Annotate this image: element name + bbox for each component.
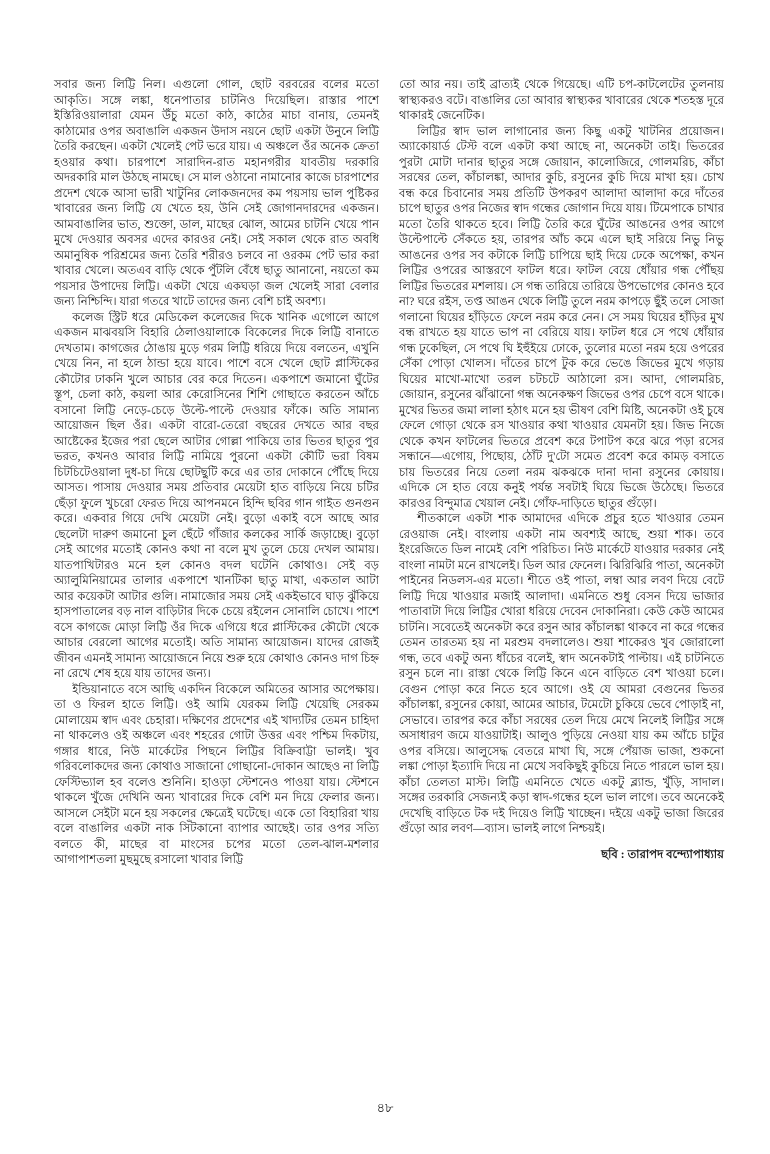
body-paragraph: কলেজ স্ট্রিট ধরে মেডিকেল কলেজের দিকে খানিক এগোলে আগে একজন মাঝবয়সি বিহারি ঠেলাওয়ালাকে বিকেলের দিকে লিট্টি বানাতে দেখতাম। কাগজের ঠোঙায় মুড়ে গরম লিট্টি ধরিয়ে দিয়ে বলতেন, এখুনি খেয়ে নিন, না হলে ঠান্ডা হয়ে যাবে। পাশে বসে খেলে ছোট প্লাস্টিকের কৌটোর ঢাকনি খুলে আচার বের করে দিতেন। একপাশে জমানো ঘুঁটের স্তূপ, চেলা কাঠ, কয়লা আর কেরোসিনের শিশি গোছাতে করতেন আঁচে বসানো লিট্টি নেড়ে-চেড়ে উল্টে-পাল্টে দেওয়ার ফাঁকে। অতি সামান্য আয়োজন ছিল ওঁর। একটা বারো-তেরো বছরের দেখতে আর বছর আষ্টেকের ইজের পরা ছেলে আটার গোল্লা পাকিয়ে তার ভিতর ছাতুর পুর ভরত, কখনও আবার লিট্টি নামিয়ে পুরনো একটা কৌটি ভরা বিষম চিটচিটেওয়ালা দুধ-চা দিয়ে ছোটছুটি করে এর তার দোকানে পৌঁছে দিয়ে আসত। পাসায় দেওয়ার সময় প্রতিবার মেয়েটা হাত বাড়িয়ে নিয়ে চটির ছেঁড়া ফুলে খুচরো ফেরত দিয়ে আপনমনে হিন্দি ছবির গান গাইত গুনগুন করে। একবার গিয়ে দেখি মেয়েটা নেই। বুড়ো একাই বসে আছে আর ছেলেটা দারুণ জমানো চুল ছেঁটে গাঁজার কলকের সার্কি জড়াচ্ছে। বুড়ো সেই আগের মতোই কোনও কথা না বলে মুখ তুলে চেয়ে দেখল আমায়। যাতপাখিটারও মনে হল কোনও বদল ঘটেনি কোথাও। সেই বড় অ্যালুমিনিয়ামের তালার একপাশে খানটিকা ছাতু মাখা, একতাল আটা আর কয়েকটা আটার গুলি। নামাজোর সময় সেই একইভাবে ঘাড় ঝুঁকিয়ে হাসপাতালের বড় নাল বাড়িটার দিকে চেয়ে রইলেন সোনালি চোখে। পাশে বসে কাগজে মোড়া লিট্টি ওঁর দিকে এগিয়ে ধরে প্লাস্টিকের কৌটো থেকে আচার বেরলো আগের মতোই। অতি সামান্য আয়োজন। যাদের রোজই জীবন এমনই সামান্য আয়োজনে নিয়ে শুরু হয়ে কোথাও কোনও দাগ চিহ্ন না রেখে শেষ হয়ে যায় তাদের জন্য।: [54, 311, 379, 680]
body-paragraph: লিট্টির স্বাদ ভাল লাগানোর জন্য কিছু একটু খাটনির প্রয়োজন। অ্যাকোয়ার্ড টেস্ট বলে একটা কথা আছে না, অনেকটা তাই। ভিতরের পুরটা মোটা দানার ছাতুর সঙ্গে জোয়ান, কালোজিরে, গোলমরিচ, কাঁচা সরষের তেল, কাঁচালঙ্কা, আদার কুচি, রসুনের কুচি দিয়ে মাখা হয়। চোখ বন্ধ করে চিবানোর সময় প্রতিটি উপকরণ আলাদা আলাদা করে দাঁতের চাপে ছাতুর ওপর নিজের স্বাদ গন্ধের জোগান দিয়ে যায়। টিমেপাকে চাখার মতো তৈরি থাকতে হবে। লিট্টি তৈরি করে ঘুঁটের আঙনের ওপর আগে উল্টেপাল্টে সেঁকতে হয়, তারপর আঁচ কমে এলে ছাই সরিয়ে নিভু নিভু আঙনের ওপর সব কটাকে লিট্টি চাপিয়ে ছাই দিয়ে ঢেকে অপেক্ষা, কখন লিট্টির ওপরের আস্তরণে ফাটল ধরে। ফাটল বেয়ে ধোঁয়ার গন্ধ পৌঁছয় লিট্টির ভিতরের মশলায়। সে গন্ধ তারিয়ে তারিয়ে উপভোগের কোনও হবে না? ঘরে রইস, তপ্ত আঙন থেকে লিট্টি তুলে নরম কাপড়ে ছুঁই তলে সোজা গলানো ঘিয়ের হাঁড়িতে ফেলে নরম করে নেন। সে সময় ঘিয়ের হাঁড়ির মুখ বন্ধ রাখতে হয় যাতে ভাপ না বেরিয়ে যায়। ফাটল ধরে সে পথে ধোঁয়ার গন্ধ ঢুকেছিল, সে পথে ঘি ইহুঁইয়ে ঢোকে, তুলোর মতো নরম হয়ে ওপরের সেঁকা পোড়া খোলস। দাঁতের চাপে টুক করে ভেঙে জিভের মুখে গড়ায় ঘিয়ের মাখো-মাখো তরল চটচটে আঠালো রস। আদা, গোলমরিচ, জোয়ান, রসুনের ঝাঁঝানো গন্ধ অনেকক্ষণ জিভের ওপর চেপে বসে থাকে। মুখের ভিতর জমা লালা হঠাৎ মনে হয় ভীষণ বেশি মিষ্টি, অনেকটা ওই চুষে ফেলে গোড়া থেকে রস খাওয়ার কথা খাওয়ার যেমনটা হয়। জিভ নিজে থেকে কখন ফাটলের ভিতরে প্রবেশ করে টপাটপ করে ঝরে পড়া রসের সন্ধানে—এগোয়, পিছোয়, ঠোঁট দু'টো সমেত প্রবেশ করে কামড় বসাতে চায় ভিতরের নিয়ে তেলা নরম ঝকঝকে দানা দানা রসুনের কোয়ায়। এদিকে সে হাত বেয়ে কনুই পর্যন্ত সবটাই ঘিয়ে ভিজে উঠেছে। ভিতরে কারওর বিন্দুমাত্র খেয়াল নেই। গোঁফ-দাড়িতে ছাতুর গুঁড়ো।: [399, 125, 724, 510]
article-body: [54, 78, 724, 1084]
body-paragraph: তো আর নয়। তাই ব্রাত্যই থেকে গিয়েছে। এটি চপ-কাটলেটের তুলনায় স্বাস্থ্যকরও বটে। বাঙালির তো আবার স্বাস্থ্যকর খাবারের থেকে শতহস্ত দূরে থাকারই জেনেটিক।: [399, 79, 724, 122]
left-column: [54, 78, 379, 1084]
body-paragraph: সবার জন্য লিট্টি নিল। এগুলো গোল, ছোট বরবরের বলের মতো আকৃতি। সঙ্গে লঙ্কা, ধনেপাতার চাটনিও দিয়েছিল। রাস্তার পাশে ইস্তিরিওয়ালারা যেমন উঁচু মতো কাঠ, কাঠের মাচা বানায়, তেমনই কাঠামোর ওপর অবাঙালি একজন উদাস নয়নে ছোট একটা উনুনে লিট্টি তৈরি করছেন। একটা খেলেই পেট ভরে যায়। এ অঞ্চলে ওঁর অনেক ক্রেতা হওয়ার কথা। চারপাশে সারাদিন-রাত মহানগরীর যাবতীয় দরকারি অদরকারি মাল উঠছে নামছে। সে মাল ওঠানো নামানোর কাজে চারপাশের প্রদেশ থেকে আসা ভারী খাটুনির লোকজনদের কম পয়সায় ভাল পুষ্টিকর খাবারের জন্য লিট্টি যে খেতে হয়, উনি সেই জোগানদারদের একজন। আমবাঙালির ভাত, শুক্তো, ডাল, মাছের ঝোল, আমের চাটনি খেয়ে পান মুখে দেওয়ার অবসর এদের কারওর নেই। সেই সকাল থেকে রাত অবধি অমানুষিক পরিশ্রমের জন্য তৈরি শরীরও চলবে না ওরকম পেট ভার করা খাবার খেলে। অতএব বাড়ি থেকে পুঁটলি বেঁধে ছাতু আনানো, নয়তো কম পয়সার উপাদেয় লিট্টি। একটা খেয়ে একঘড়া জল খেলেই সারা বেলার জন্য নিশ্চিন্দি। যারা গতরে খাটে তাদের জন্য বেশি চাই অবশ্য।: [54, 79, 379, 308]
page-number: ৪৮: [376, 1100, 394, 1115]
body-paragraph: ইন্ডিয়ানাতে বসে আছি একদিন বিকেলে অমিতের আসার অপেক্ষায়। তা ও ফিরল হাতে লিট্টি। ওই আমি যেরকম লিট্টি খেয়েছি সেরকম মোলায়েম স্বাদ এবং চেহারা। দক্ষিণের প্রদেশের এই খাদ্যটির তেমন চাহিদা না থাকলেও ওই অঞ্চলে এবং শহরের গোটা উত্তর এবং পশ্চিম দিকটায়, গঙ্গার ধারে, নিউ মার্কেটের পিছনে লিট্টির বিক্রিবাট্টা ভালই। খুব গরিবলোকদের জন্য কোথাও সাজানো গোছানো-দোকান আছেও না লিট্টি ফেস্টিভ্যাল হব বলেও শুনিনি। হাওড়া স্টেশনেও পাওয়া যায়। স্টেশনে থাকলে খুঁজে দেখিনি অন্য খাবারের দিকে বেশি মন দিয়ে ফেলার জন্য। আসলে সেইটা মনে হয় সকলের ক্ষেত্রেই ঘটেছে। একে তো বিহারিরা খায় বলে বাঙালির একটা নাক সিঁটকানো ব্যাপার আছেই। তার ওপর সত্যি বলতে কী, মাছের বা মাংসের চপের মতো তেল-ঝাল-মশলার আগাপাশতলা মুছমুছে রসালো খাবার লিট্টি: [54, 683, 379, 866]
right-column: [399, 78, 724, 1084]
body-paragraph: শীতকালে একটা শাক আমাদের এদিকে প্রচুর হতে খাওয়ার তেমন রেওয়াজ নেই। বাংলায় একটা নাম অবশ্যই আছে, শুয়া শাক। তবে ইংরেজিতে ডিল নামেই বেশি পরিচিত। নিউ মার্কেটে যাওয়ার দরকার নেই বাংলা নামটা মনে রাখলেই। ডিল আর ফেনেল। ঝিরিঝিরি পাতা, অনেকটা পাইনের নিডলস-এর মতো। শীতে ওই পাতা, লম্বা আর লবণ দিয়ে বেটে লিট্টি দিয়ে খাওয়ার মজাই আলাদা। এমনিতে শুধু বেসন দিয়ে ভাজার পাতাবাটা দিয়ে লিট্টির খোরা ধরিয়ে দেবেন দোকানিরা। কেউ কেউ আমের চাটনি। সবেতেই অনেকটা করে রসুন আর কাঁচালঙ্কা থাকবে না করে গন্ধের তেমন তারতম্য হয় না মরশুম বদলালেও। শুয়া শাকেরও খুব জোরালো গন্ধ, তবে একটু অন্য ধাঁচের বলেই, স্বাদ অনেকটাই পাল্টায়। এই চাটনিতে রসুন চলে না। রাস্তা থেকে লিট্টি কিনে এনে বাড়িতে বেশ খাওয়া চলে। বেগুন পোড়া করে নিতে হবে আগে। ওই যে আমরা বেগুনের ভিতর কাঁচালঙ্কা, রসুনের কোয়া, আমের আচার, টমেটো চুকিয়ে ভেবে পোড়াই না, সেভাবে। তারপর করে কাঁচা সরষের তেল দিয়ে মেখে নিলেই লিট্টির সঙ্গে অসাধারণ জমে যাওয়াটাই। আলুও পুড়িয়ে নেওয়া যায় কম আঁচে চাটুর ওপর বসিয়ে। আলুসেদ্ধ বেতরে মাখা ঘি, সঙ্গে পেঁয়াজ ভাজা, শুকনো লঙ্কা পোড়া ইত্যাদি দিয়ে না মেখে সবকিছুই কুচিয়ে নিতে পারলে ভাল হয়। কাঁচা তেলতা মাস্ট। লিট্টি এমনিতে খেতে একটু ব্ল্যান্ড, খুঁড়ি, সাদাল। সঙ্গের তরকারি সেজন্যই কড়া স্বাদ-গন্ধের হলে ভাল লাগে। তবে অনেকেই দেখেছি বাড়িতে টক দই দিয়েও লিট্টি খাচ্ছেন। দইয়ে একটু ভাজা জিরের গুঁড়ো আর লবণ—ব্যাস। ভালই লাগে নিশ্চয়ই।: [399, 513, 724, 835]
photo-credit: ছবি : তারাপদ বন্দ্যোপাধ্যায়: [601, 848, 724, 861]
